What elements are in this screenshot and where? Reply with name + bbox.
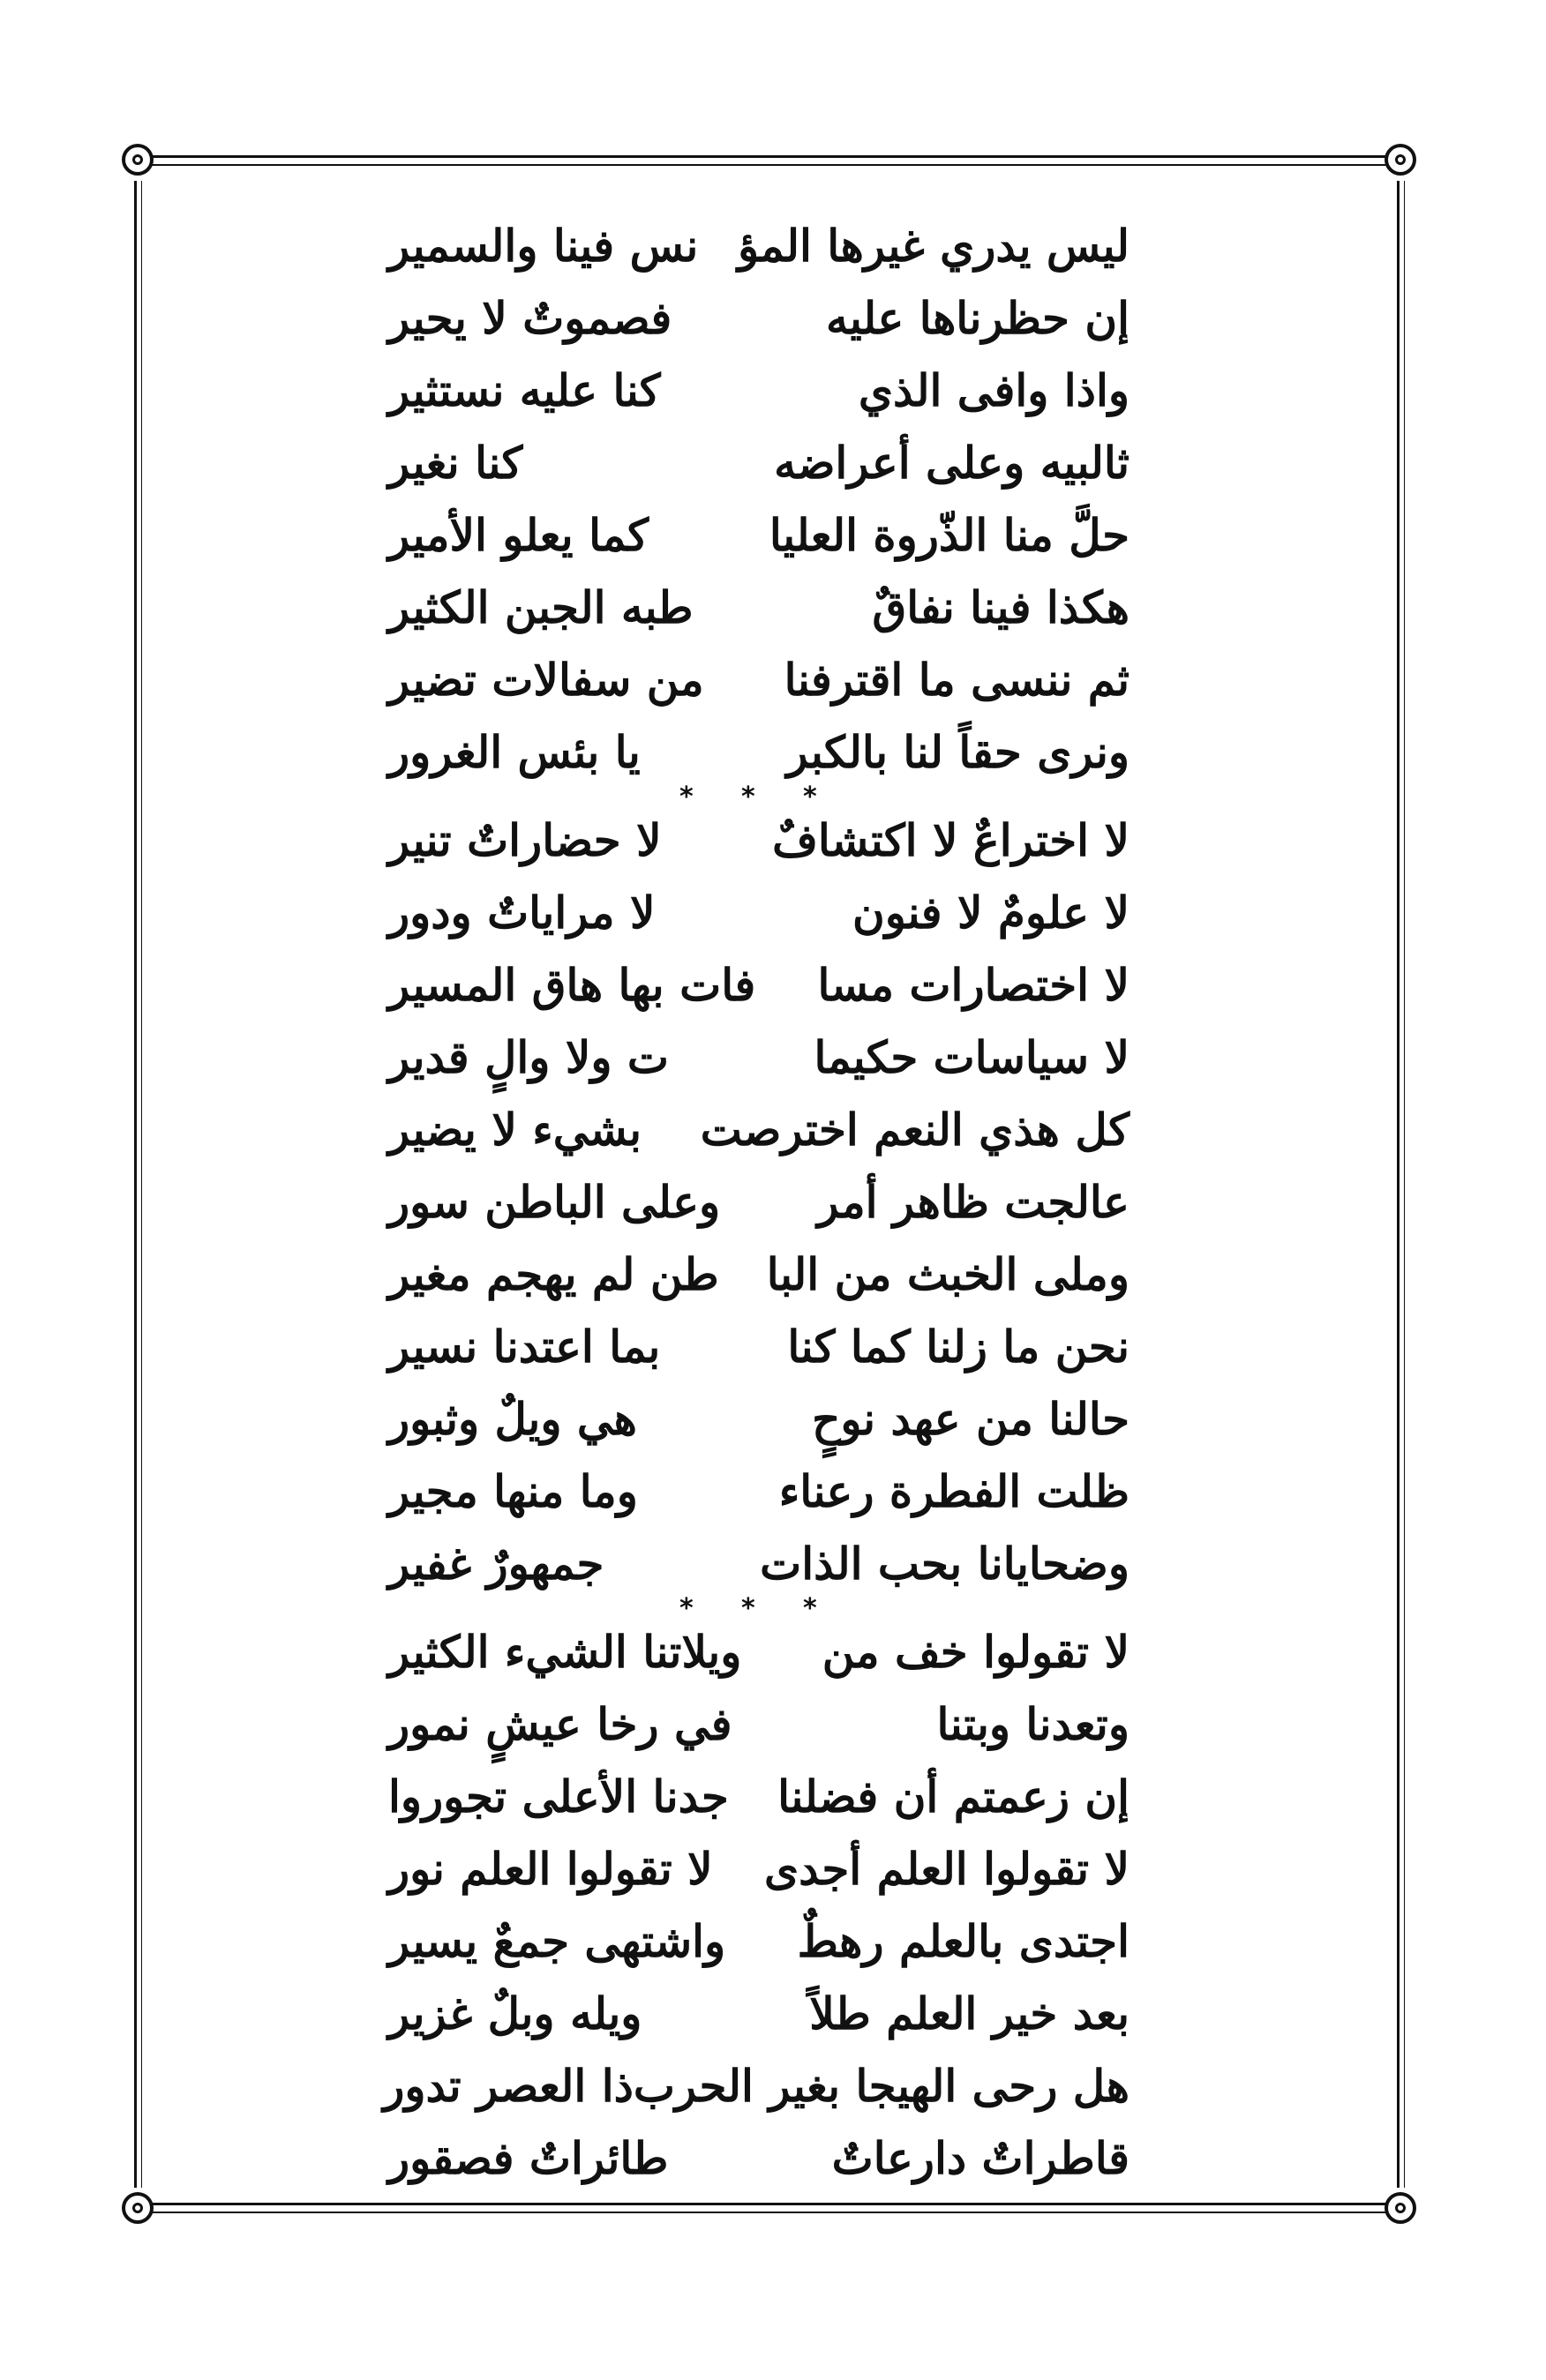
verse-second-hemistich: طائراتٌ فصقور [388,2132,669,2184]
verse-second-hemistich: واشتهى جمعٌ يسير [388,1915,726,1967]
verse-second-hemistich: في رخا عيشٍ نمور [388,1698,732,1750]
verse-first-hemistich: لا سياسات حكيما [814,1031,1129,1083]
verse-line [388,1978,1129,2050]
asterisk-icon: * [741,1593,755,1624]
corner-ornament-icon [1385,2192,1416,2224]
verse-first-hemistich: لا تقولوا خف من [822,1626,1129,1678]
frame-bottom-rule-inner [150,2212,1387,2213]
verse-first-hemistich: ونرى حقاً لنا بالكبر [786,726,1129,778]
verse-second-hemistich: نس فينا والسمير [388,220,699,272]
verse-line [388,1761,1129,1833]
verse-second-hemistich: كنا نغير [388,437,523,489]
verse-second-hemistich: جمهورٌ غفير [388,1538,604,1590]
verse-second-hemistich: كما يعلو الأمير [388,509,649,561]
verse-line [388,282,1129,355]
verse-second-hemistich: لا مراياتٌ ودور [388,887,656,939]
verse-line [388,1239,1129,1311]
verse-first-hemistich: حالنا من عهد نوحٍ [812,1393,1129,1445]
verse-second-hemistich: ت ولا والٍ قدير [388,1031,669,1083]
verse-line [388,1311,1129,1383]
verse-second-hemistich: ذا العصر تدور [383,2060,634,2112]
asterisk-icon: * [679,1593,694,1624]
verse-first-hemistich: ثم ننسى ما اقترفنا [784,654,1129,706]
verse-first-hemistich: لا تقولوا العلم أجدى [764,1843,1129,1895]
verse-line [388,1166,1129,1239]
corner-ornament-icon [1385,144,1416,176]
frame-left-rule [134,181,137,2188]
verse-second-hemistich: لا تقولوا العلم نور [388,1843,713,1895]
verse-first-hemistich: واذا وافى الذي [858,364,1129,416]
verse-line [388,2122,1129,2195]
verse-line [388,499,1129,572]
verse-line [388,1383,1129,1456]
stanza-divider [388,1593,1129,1624]
verse-first-hemistich: ثالبيه وعلى أعراضه [774,437,1129,489]
verse-second-hemistich: وعلى الباطن سور [388,1176,721,1228]
verse-second-hemistich: بما اعتدنا نسير [388,1321,661,1373]
verse-first-hemistich: وضحايانا بحب الذات [760,1538,1129,1590]
frame-right-rule [1397,181,1400,2188]
verse-second-hemistich: وما منها مجير [388,1465,638,1517]
verse-second-hemistich: فصموتٌ لا يحير [388,292,672,344]
verse-second-hemistich: من سفالات تضير [388,654,704,706]
verse-first-hemistich: لا علومٌ لا فنون [852,887,1129,939]
verse-second-hemistich: طبه الجبن الكثير [388,581,694,633]
verse-first-hemistich: نحن ما زلنا كما كنا [787,1321,1129,1373]
verse-first-hemistich: هل رحى الهيجا بغير الحرب [633,2060,1129,2112]
verse-first-hemistich: ظلت الفطرة رعناء [778,1465,1129,1517]
verse-second-hemistich: ويلاتنا الشيء الكثير [388,1626,742,1678]
verse-first-hemistich: ليس يدري غيرها المؤ [737,220,1129,272]
verse-second-hemistich: يا بئس الغرور [388,726,641,778]
verse-first-hemistich: إن حظرناها عليه [826,292,1129,344]
asterisk-icon: * [803,1593,817,1624]
verse-line [388,1094,1129,1166]
corner-ornament-icon [122,144,154,176]
verse-line [388,1022,1129,1094]
verse-line [388,1456,1129,1528]
verse-line [388,1688,1129,1761]
poem-body [383,210,1129,2195]
verse-line [388,805,1129,877]
verse-second-hemistich: كنا عليه نستثير [388,364,661,416]
frame-bottom-rule [150,2203,1387,2205]
verse-first-hemistich: وتعدنا وبتنا [936,1698,1129,1750]
verse-line [388,355,1129,427]
verse-line [388,877,1129,949]
verse-first-hemistich: إن زعمتم أن فضلنا [777,1770,1129,1822]
corner-ornament-icon [122,2192,154,2224]
verse-first-hemistich: وملى الخبث من البا [766,1248,1129,1300]
verse-second-hemistich: هي ويلٌ وثبور [388,1393,637,1445]
verse-first-hemistich: اجتدى بالعلم رهطٌ [797,1915,1129,1967]
stanza-divider [388,782,1129,812]
verse-line [388,949,1129,1022]
verse-first-hemistich: قاطراتٌ دارعاتٌ [831,2132,1129,2184]
verse-first-hemistich: هكذا فينا نفاقٌ [872,581,1129,633]
asterisk-icon: * [803,782,817,812]
verse-first-hemistich: حلَّ منا الذّروة العليا [769,509,1129,561]
asterisk-icon: * [741,782,755,812]
verse-line [388,572,1129,644]
verse-first-hemistich: لا اختصارات مسا [817,959,1129,1011]
verse-line [388,210,1129,282]
verse-second-hemistich: بشيء لا يضير [388,1104,642,1156]
verse-line [388,427,1129,499]
verse-second-hemistich: ويله وبلٌ غزير [388,1987,642,2039]
verse-second-hemistich: طن لم يهجم مغير [388,1248,719,1300]
verse-line [388,644,1129,716]
verse-second-hemistich: لا حضاراتٌ تنير [388,814,662,866]
verse-line [388,1616,1129,1688]
verse-line [388,1833,1129,1905]
verse-first-hemistich: لا اختراعٌ لا اكتشافٌ [772,814,1129,866]
verse-second-hemistich: فات بها هاق المسير [388,959,756,1011]
frame-top-rule [150,155,1387,158]
frame-left-rule-inner [141,181,142,2188]
verse-line [388,1528,1129,1600]
verse-first-hemistich: كل هذي النعم اخترصت [700,1104,1129,1156]
verse-line [383,2050,1129,2122]
verse-first-hemistich: عالجت ظاهر أمر [817,1176,1129,1228]
asterisk-icon: * [679,782,694,812]
frame-right-rule-inner [1404,181,1405,2188]
verse-second-hemistich: جدنا الأعلى تجوروا [388,1770,729,1822]
verse-line [388,1905,1129,1978]
verse-first-hemistich: بعد خير العلم طلاً [809,1987,1129,2039]
verse-line [388,716,1129,789]
frame-top-rule-inner [150,164,1387,166]
